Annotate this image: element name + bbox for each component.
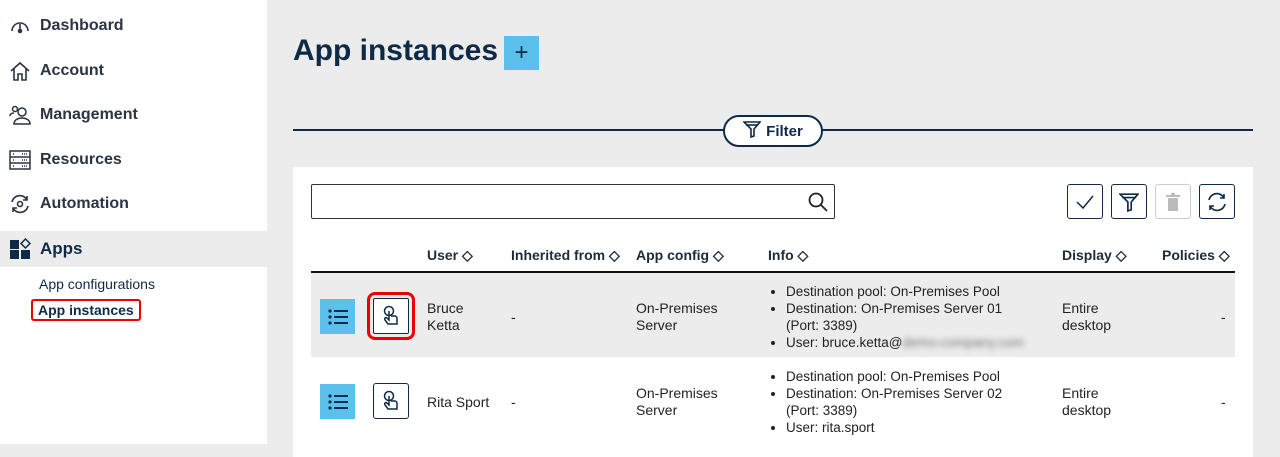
user-cell: Rita Sport [427, 394, 490, 410]
table-row [311, 273, 1235, 357]
gauge-icon [8, 14, 32, 38]
sidebar-item-management[interactable] [0, 97, 267, 133]
search-input[interactable] [311, 184, 835, 219]
info-item: • Destination: On-Premises Server 01 (Port: 3389) [786, 300, 1038, 334]
column-header-inherited-from[interactable]: Inherited from ◇ [511, 247, 620, 263]
policies-cell: - [1221, 394, 1226, 410]
inherited-cell: - [511, 309, 516, 325]
user-cell: Bruce Ketta [427, 300, 464, 333]
info-item: • User: rita.sport [786, 419, 1038, 436]
sort-icon: ◇ [1218, 247, 1230, 263]
sidebar-item-automation[interactable] [0, 186, 267, 222]
trash-icon [1165, 193, 1181, 211]
filter-button[interactable] [723, 115, 823, 147]
sort-icon: ◇ [797, 247, 809, 263]
filter-label: Filter [766, 122, 803, 140]
details-button[interactable] [320, 299, 355, 334]
connect-button[interactable] [373, 383, 409, 419]
refresh-button[interactable] [1199, 184, 1235, 219]
filter-icon [743, 120, 761, 142]
delete-button[interactable] [1155, 184, 1191, 219]
sort-icon: ◇ [713, 247, 724, 263]
hand-pointer-icon [381, 305, 401, 327]
info-item: • Destination: On-Premises Server 02 (Port: 3389) [786, 385, 1038, 419]
sidebar-subitem-app-instances[interactable]: App instances [31, 299, 141, 321]
sidebar-item-dashboard[interactable] [0, 8, 267, 44]
column-header-info[interactable]: Info ◇ [768, 247, 809, 263]
column-header-policies[interactable]: Policies ◇ [1162, 247, 1230, 263]
column-header-display[interactable]: Display ◇ [1062, 247, 1127, 263]
inherited-cell: - [511, 394, 516, 410]
filter-icon [1119, 192, 1139, 212]
info-item: • User: bruce.ketta@demo-company.com [786, 334, 1038, 351]
column-header-user[interactable]: User ◇ [427, 247, 473, 263]
blurred-email-domain: demo-company.com [902, 335, 1024, 350]
details-button[interactable] [320, 384, 355, 419]
hand-pointer-icon [381, 390, 401, 412]
sidebar-item-label: Management [40, 106, 138, 123]
filter-toggle-button[interactable] [1111, 184, 1147, 219]
sidebar-item-label: Apps [40, 239, 83, 258]
sort-icon: ◇ [1115, 247, 1127, 263]
home-icon [8, 59, 32, 83]
list-icon [328, 394, 348, 410]
policies-cell: - [1221, 309, 1226, 325]
sidebar-item-label: Account [40, 62, 104, 79]
table-row [311, 357, 1235, 444]
sidebar-subitem-app-configurations[interactable]: App configurations [39, 276, 155, 292]
info-item: • Destination pool: On-Premises Pool [786, 283, 1038, 300]
connect-button[interactable] [373, 298, 409, 334]
apps-icon [8, 237, 32, 261]
sidebar-item-label: Resources [40, 151, 122, 168]
search-icon[interactable] [808, 192, 828, 212]
sort-icon: ◇ [609, 247, 620, 263]
sort-icon: ◇ [462, 247, 473, 263]
list-icon [328, 309, 348, 325]
info-cell [768, 283, 1038, 351]
display-cell: Entire desktop [1062, 300, 1112, 333]
info-cell [768, 368, 1038, 436]
server-icon [8, 148, 32, 172]
page-title: App instances [293, 34, 499, 67]
check-icon [1075, 192, 1095, 212]
sidebar-item-apps[interactable] [0, 231, 267, 267]
refresh-icon [1206, 191, 1228, 213]
display-cell: Entire desktop [1062, 385, 1112, 418]
column-header-app-config[interactable]: App config ◇ [636, 247, 724, 263]
sidebar-item-label: Dashboard [40, 17, 124, 34]
automation-icon [8, 192, 32, 216]
sidebar-item-resources[interactable] [0, 142, 267, 178]
info-item: • Destination pool: On-Premises Pool [786, 368, 1038, 385]
users-icon [8, 103, 32, 127]
sidebar-item-account[interactable] [0, 53, 267, 89]
sidebar [0, 0, 267, 444]
app-config-cell: On-Premises Server [636, 385, 718, 418]
select-all-button[interactable] [1067, 184, 1103, 219]
add-button[interactable]: + [504, 36, 539, 70]
sidebar-item-label: Automation [40, 195, 129, 212]
app-config-cell: On-Premises Server [636, 300, 718, 333]
